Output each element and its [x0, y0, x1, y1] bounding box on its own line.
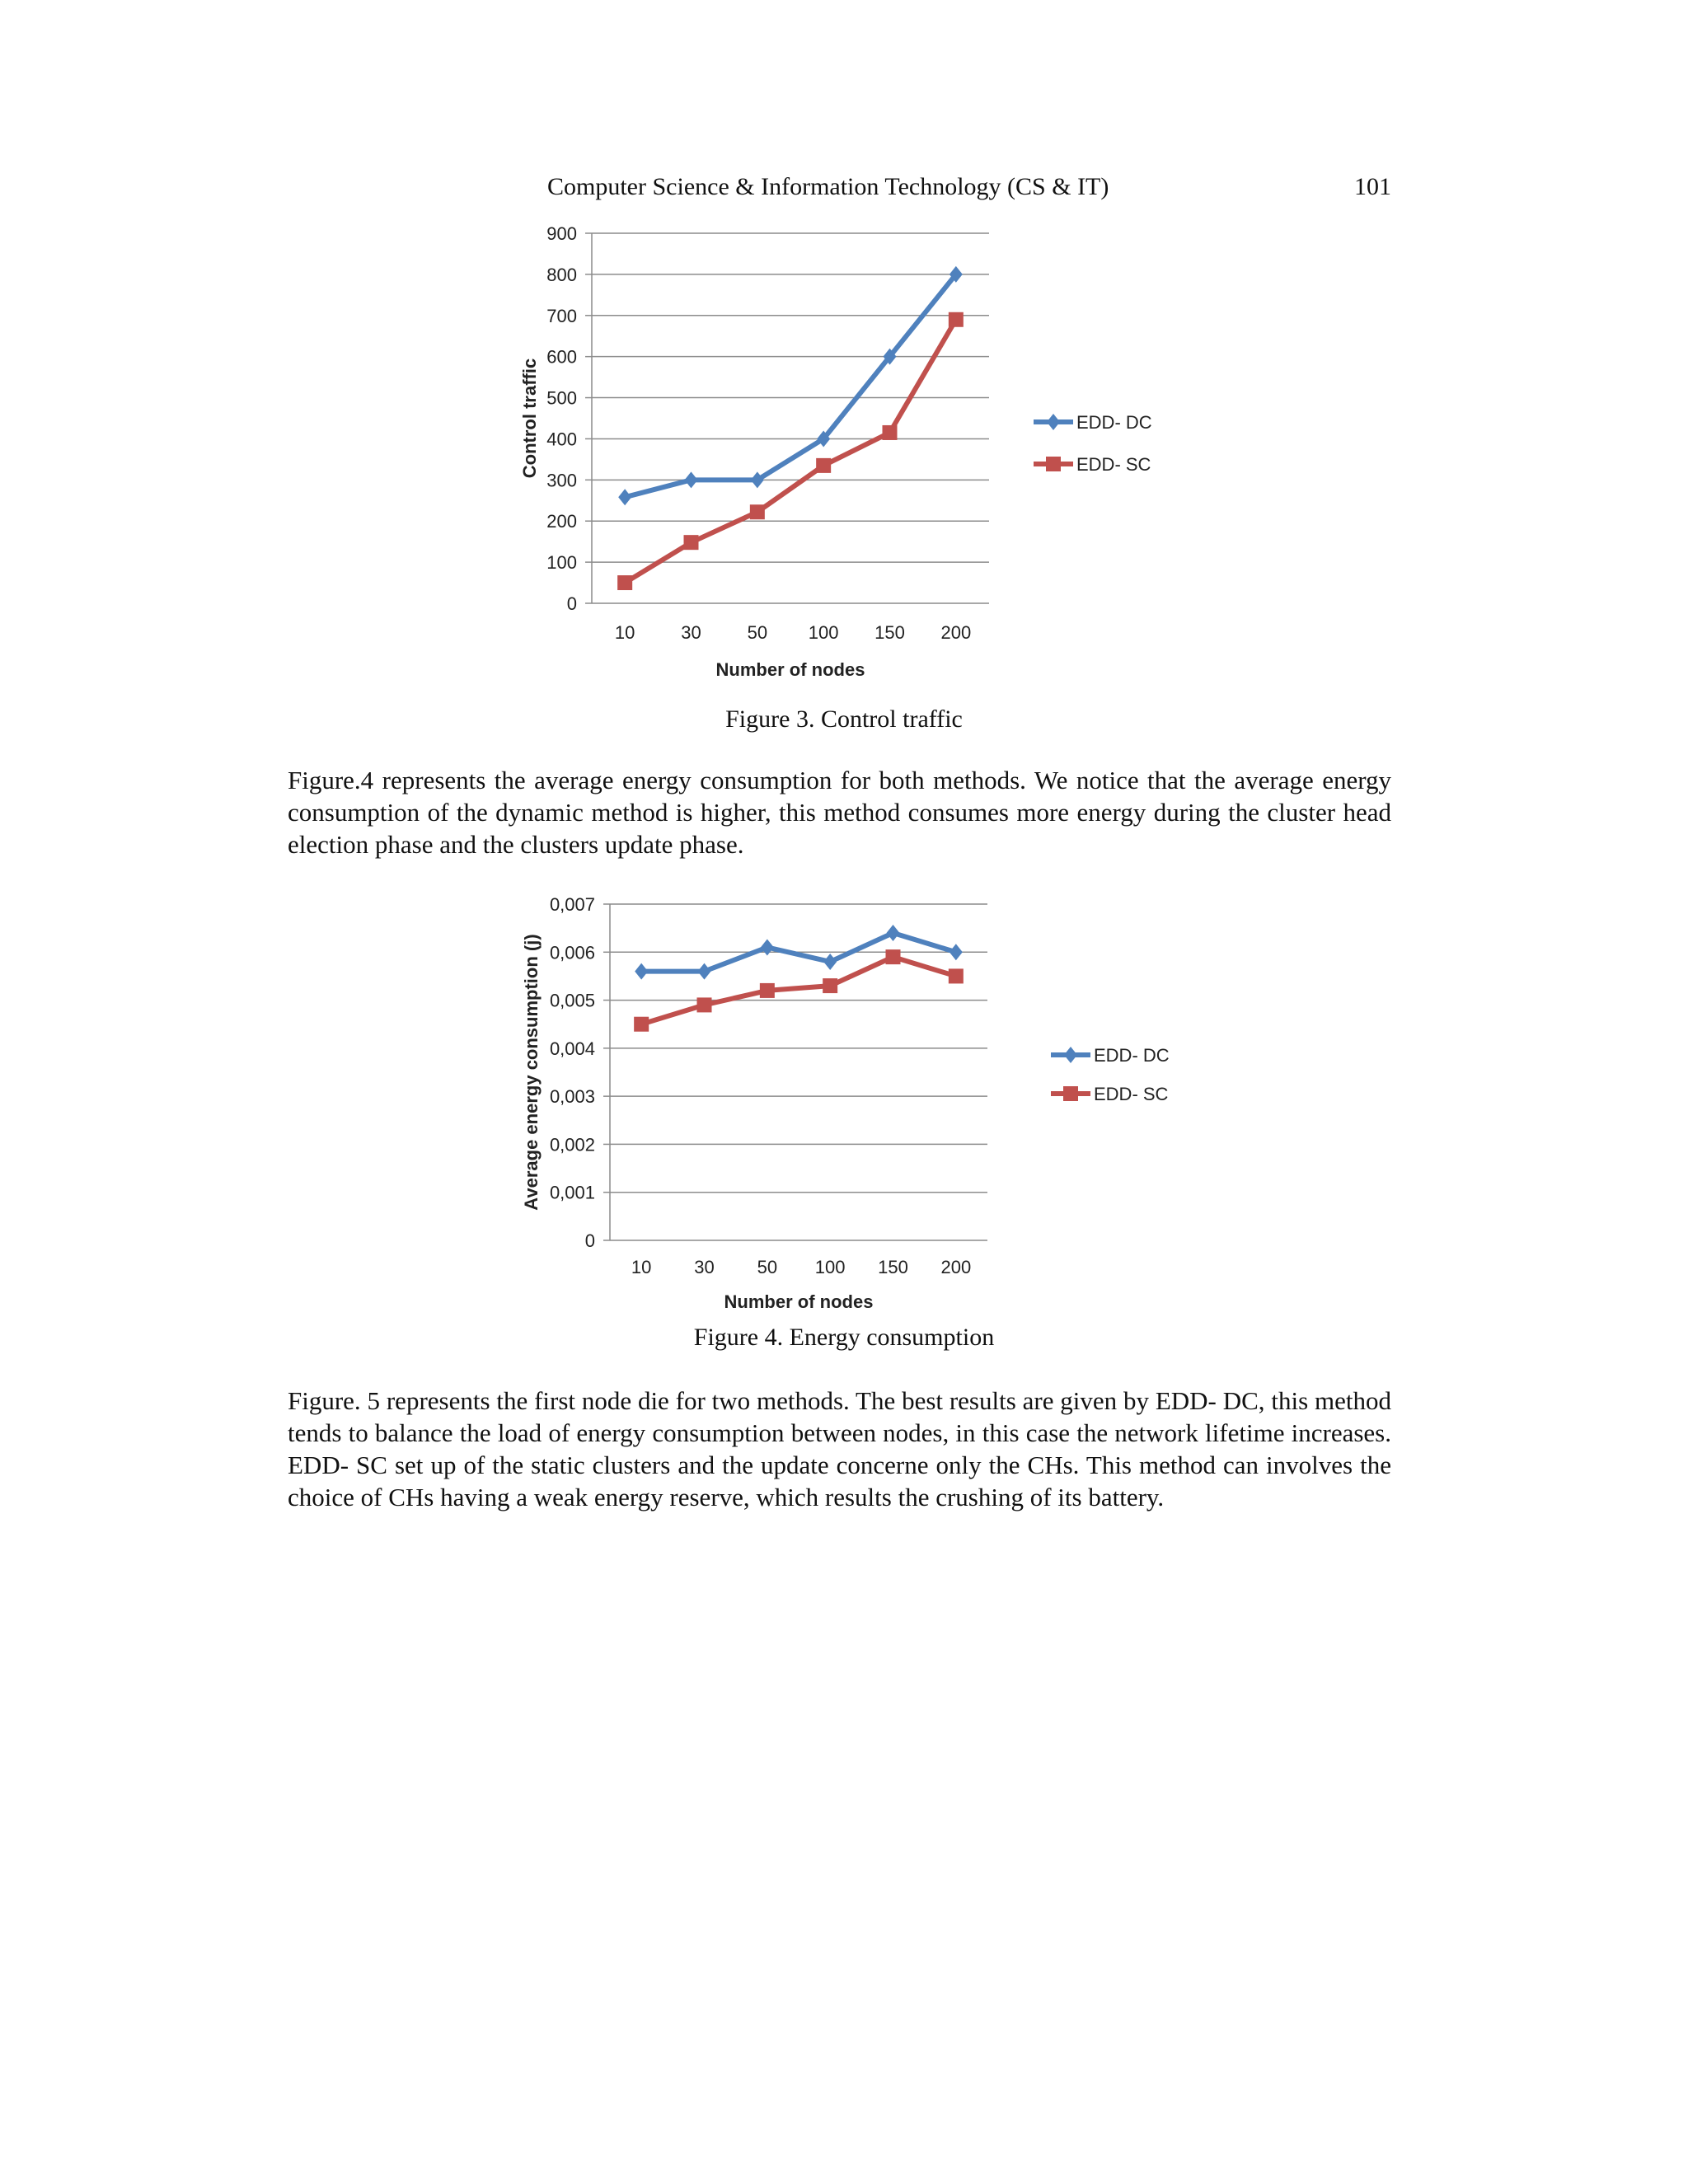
x-tick-label: 150: [878, 1257, 908, 1277]
data-point-edd-dc: [635, 963, 648, 980]
paragraph-1: Figure.4 represents the average energy consumption for both methods. We notice that the average energy consumption of the dynamic method is higher, this method consumes more energy during the cluster head election phase and the clusters update phase.: [288, 766, 1391, 859]
legend-marker: [1063, 1086, 1078, 1101]
x-tick-label: 100: [808, 622, 839, 643]
legend-entry-edd-dc: [1051, 1045, 1170, 1066]
series-line-edd-sc: [641, 957, 956, 1024]
journal-title: Computer Science & Information Technology (CS & IT): [547, 173, 1109, 200]
legend-marker: [1064, 1047, 1077, 1063]
legend-label: EDD- DC: [1076, 412, 1152, 433]
x-tick-label: 100: [814, 1257, 846, 1277]
data-point-edd-sc: [886, 949, 901, 964]
y-tick-label: 100: [546, 552, 577, 574]
x-axis-title: Number of nodes: [724, 1291, 874, 1312]
data-point-edd-sc: [949, 968, 964, 983]
paragraph-2: Figure. 5 represents the first node die for two methods. The best results are given by EDD- DC, this method tends to balance the load of energy consumption between nodes, in this case the network lifetime increases. EDD- SC set up of the static clusters and the update concerne only the CHs. This method can involves the choice of CHs having a weak energy reserve, which results the crushing of its battery.: [288, 1386, 1391, 1511]
x-tick-label: 30: [681, 622, 701, 643]
y-tick-label: 0: [584, 1230, 595, 1251]
y-tick-label: 0,003: [549, 1086, 595, 1108]
y-tick-label: 0: [566, 593, 577, 614]
x-tick-label: 30: [694, 1257, 715, 1277]
x-tick-label: 10: [631, 1257, 652, 1277]
legend-entry-edd-sc: [1051, 1084, 1169, 1104]
legend-label: EDD- SC: [1094, 1084, 1169, 1104]
data-point-edd-dc: [823, 954, 837, 970]
figure4-caption: Figure 4. Energy consumption: [693, 1324, 995, 1351]
data-point-edd-dc: [887, 925, 900, 941]
data-point-edd-dc: [950, 944, 963, 960]
y-tick-label: 900: [546, 223, 577, 244]
data-point-edd-sc: [823, 978, 837, 993]
legend-label: EDD- DC: [1094, 1045, 1170, 1066]
data-point-edd-dc: [761, 939, 774, 955]
y-tick-label: 0,001: [549, 1182, 595, 1203]
y-tick-label: 200: [546, 511, 577, 532]
x-tick-label: 200: [940, 622, 972, 643]
x-tick-label: 200: [940, 1257, 972, 1277]
x-axis-title: Number of nodes: [715, 659, 865, 680]
y-axis-title: Control traffic: [519, 358, 540, 479]
y-tick-label: 0,002: [549, 1134, 595, 1155]
x-tick-label: 50: [747, 622, 768, 643]
y-tick-label: 0,004: [549, 1038, 595, 1059]
y-tick-label: 300: [546, 470, 577, 491]
data-point-edd-dc: [698, 963, 711, 980]
data-point-edd-sc: [634, 1017, 649, 1032]
y-tick-label: 600: [546, 346, 577, 368]
y-tick-label: 0,005: [549, 990, 595, 1011]
y-tick-label: 700: [546, 305, 577, 326]
x-tick-label: 150: [874, 622, 905, 643]
data-point-edd-sc: [697, 997, 712, 1012]
page-number: 101: [1354, 173, 1391, 200]
x-tick-label: 10: [614, 622, 635, 643]
y-tick-label: 800: [546, 264, 577, 285]
data-point-edd-sc: [760, 983, 775, 998]
y-tick-label: 0,006: [549, 942, 595, 963]
y-tick-label: 400: [546, 429, 577, 450]
legend-label: EDD- SC: [1076, 454, 1151, 475]
y-axis-title: Average energy consumption (j): [521, 934, 542, 1211]
y-tick-label: 500: [546, 387, 577, 409]
figure3-caption: Figure 3. Control traffic: [725, 705, 963, 733]
x-tick-label: 50: [757, 1257, 778, 1277]
y-tick-label: 0,007: [549, 894, 595, 915]
